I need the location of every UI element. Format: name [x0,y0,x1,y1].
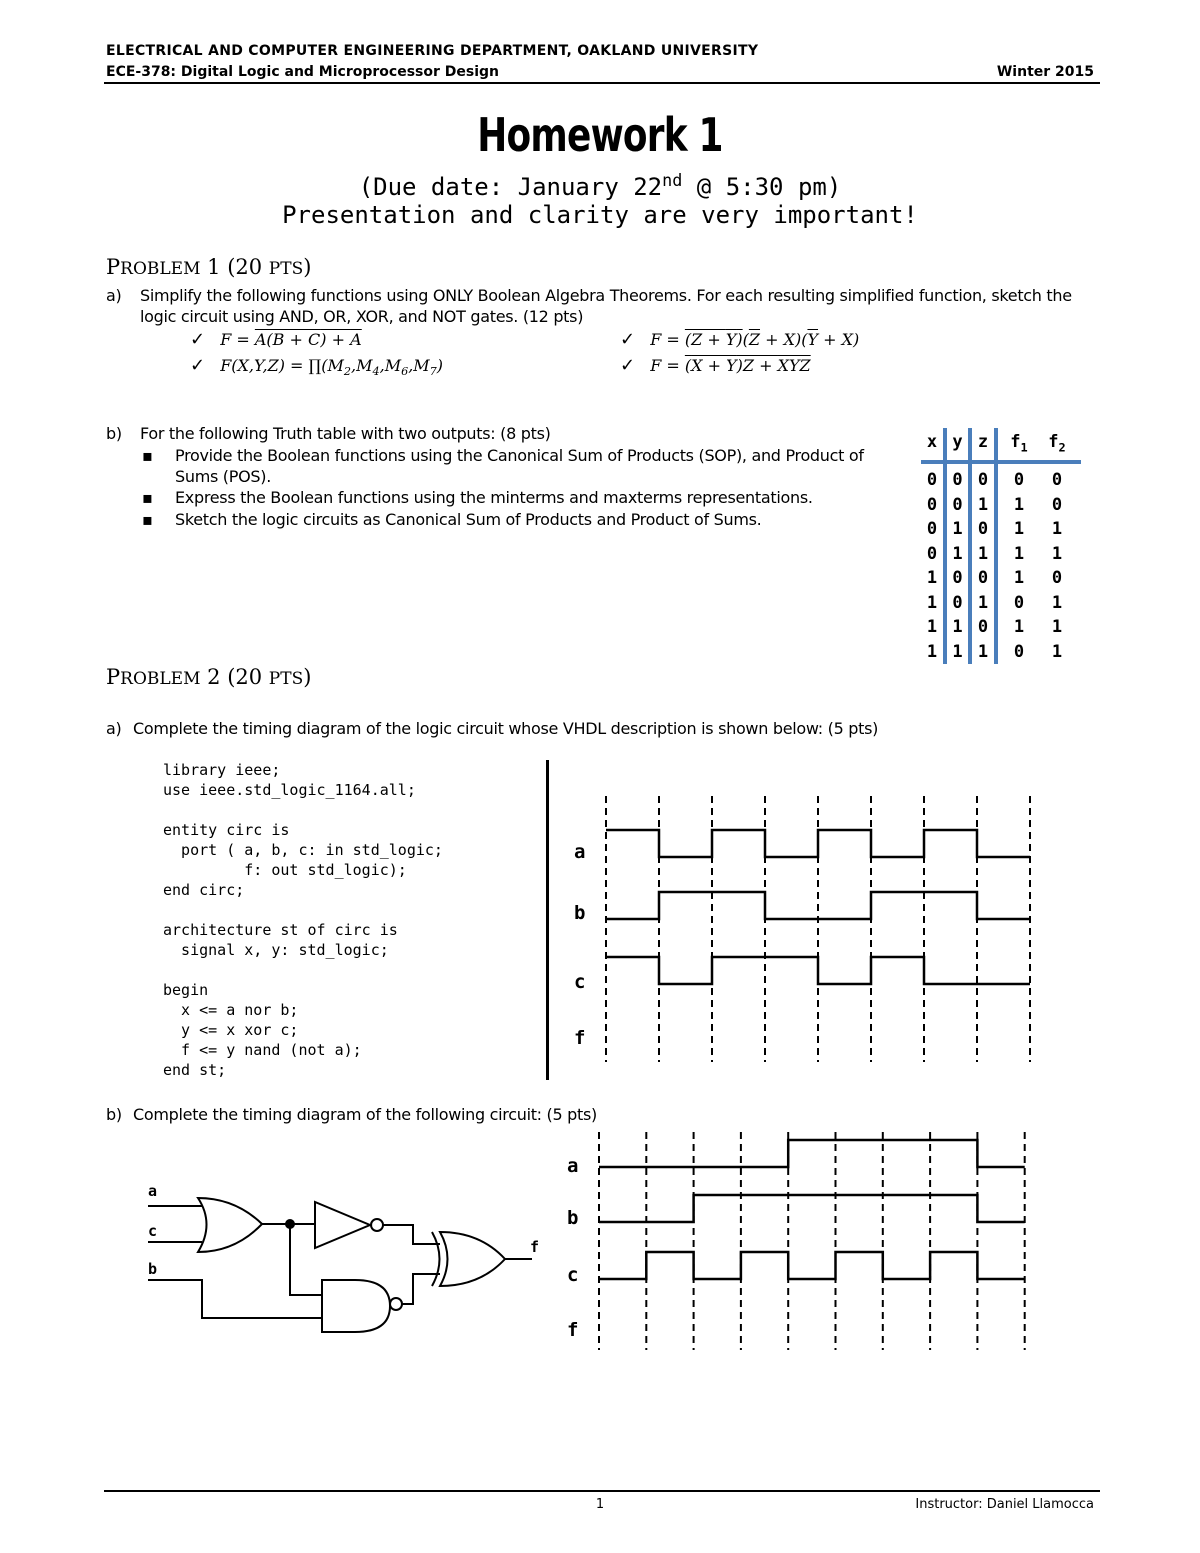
tt-cell: 0 [952,592,963,613]
p2b-label: b) [106,1105,122,1124]
tt-cell: 0 [1051,470,1063,490]
p1a-label: a) [106,286,122,305]
footer-rule [104,1490,1100,1492]
tt-cell: 1 [1013,519,1025,539]
tt-cell: 1 [977,592,989,613]
signal-label-f: f [567,1319,579,1341]
nand-bubble [390,1298,402,1310]
tt-header-z: z [977,432,989,452]
tt-cell: 0 [977,519,989,539]
wire-b [148,1280,322,1318]
timing-diagram-b [555,1128,1030,1353]
tt-cell: 0 [952,470,963,490]
page-number: 1 [595,1497,605,1512]
tt-cell: 1 [977,543,989,564]
timing-diagram-a [560,790,1050,1065]
tt-cell: 1 [1013,494,1025,515]
input-label-b: b [148,1260,158,1278]
bullet-1: ▪ [142,446,153,465]
equation-3: ✓ $F = (Z + Y)(\overline{Z} + X)(\overline{Y} + X)$ [620,329,860,350]
nand-gate [322,1280,390,1332]
waveform-c [599,1252,1025,1279]
or-gate [198,1198,262,1252]
wire-not-out [383,1225,440,1244]
tt-header-x: x [926,432,938,452]
tt-cell: 1 [1051,617,1063,637]
output-label-f: f [530,1238,540,1256]
tt-cell: 1 [952,617,963,637]
truth-table [921,428,1081,664]
p2b-text: Complete the timing diagram of the following circuit: (5 pts) [133,1105,597,1124]
tt-cell: 1 [926,641,938,662]
tt-cell: 1 [952,519,963,539]
not-gate [315,1202,370,1248]
tagline: Presentation and clarity are very important! [282,201,918,229]
signal-label-c: c [574,971,586,993]
problem2-heading: PROBLEM 2 (20 PTS) [106,665,312,689]
p1b-bullet-3: Sketch the logic circuits as Canonical Sum of Products and Product of Sums. [175,510,762,529]
tt-cell: 0 [1013,470,1025,490]
waveform-a [606,830,1030,857]
tt-cell: 1 [1013,568,1025,588]
tt-header-rule [921,460,1081,464]
tt-cell: 1 [1051,641,1063,662]
p1a-text-line1: Simplify the following functions using ONLY Boolean Algebra Theorems. For each resulting simplified function, sketch the [140,286,1072,305]
logic-circuit [140,1170,560,1360]
course-title: ECE-378: Digital Logic and Microprocessor Design [106,64,499,80]
header-rule [104,82,1100,84]
equation-2: ✓ $F(X,Y,Z) = \prod(M_2,M_4,M_6,M_7)$ [190,355,444,379]
xor-gate [440,1232,505,1286]
problem1-heading: PROBLEM 1 (20 PTS) [106,255,312,279]
tt-header-y: y [952,432,963,452]
input-label-a: a [148,1182,158,1200]
tt-cell: 0 [977,568,989,588]
tt-cell: 1 [926,568,938,588]
tt-cell: 1 [926,592,938,613]
p1b-bullet-1: Provide the Boolean functions using the Canonical Sum of Products (SOP), and Product of [175,446,864,465]
p1b-bullet-2: Express the Boolean functions using the minterms and maxterms representations. [175,488,813,507]
term-label: Winter 2015 [996,64,1094,80]
vhdl-code: library ieee; use ieee.std_logic_1164.all; entity circ is port ( a, b, c: in std_logic; f: out std_logic); end circ; architecture st of circ is signal x, y: std_logic; begin x <= a nor b; y <= x xor c; f <= y nand (not a); end st; [163,761,443,1079]
p1a-text-line2: logic circuit using AND, OR, XOR, and NOT gates. (12 pts) [140,307,584,326]
input-label-c: c [148,1222,158,1240]
tt-cell: 1 [977,494,989,515]
signal-label-b: b [567,1207,579,1229]
tt-cell: 0 [977,470,989,490]
instructor: Instructor: Daniel Llamocca [915,1497,1094,1512]
p2a-label: a) [106,719,122,738]
signal-label-b: b [574,902,586,924]
p1b-text: For the following Truth table with two outputs: (8 pts) [140,424,551,443]
bullet-2: ▪ [142,488,153,507]
signal-label-c: c [567,1264,579,1286]
tt-cell: 1 [952,543,963,564]
bullet-3: ▪ [142,510,153,529]
equation-4: ✓ F = (X + Y)Z + XYZ [620,355,811,376]
p2a-text: Complete the timing diagram of the logic circuit whose VHDL description is shown below: (5 pts) [133,719,879,738]
tt-cell: 1 [977,641,989,662]
tt-cell: 0 [952,494,963,515]
tt-cell: 0 [1013,641,1025,662]
tt-cell: 0 [926,519,938,539]
not-bubble [371,1219,383,1231]
signal-label-a: a [574,841,586,863]
tt-cell: 1 [952,641,963,662]
code-divider [546,760,549,1080]
tt-cell: 0 [952,568,963,588]
tt-cell: 0 [926,543,938,564]
tt-cell: 1 [926,617,938,637]
tt-header-f2: $f_2$ [1048,432,1066,455]
tt-cell: 0 [977,617,989,637]
tt-cell: 0 [1051,494,1063,515]
tt-cell: 1 [1013,617,1025,637]
due-date: (Due date: January 22nd @ 5:30 pm) [358,170,842,201]
tt-cell: 0 [926,470,938,490]
tt-cell: 1 [1051,592,1063,613]
p1b-bullet-1-cont: Sums (POS). [175,467,271,486]
equation-1: ✓ F = A(B + C) + A [190,329,362,350]
tt-cell: 0 [926,494,938,515]
tt-header-f1: $f_1$ [1010,432,1028,455]
p1b-label: b) [106,424,122,443]
signal-label-f: f [574,1027,586,1049]
page-title: Homework 1 [477,108,723,162]
tt-cell: 0 [1013,592,1025,613]
waveform-b [599,1195,1025,1222]
wire-nand-out [402,1274,440,1304]
wire-to-nand [290,1224,322,1295]
waveform-c [606,957,1030,984]
signal-label-a: a [567,1155,579,1177]
xor-back-arc [432,1232,440,1286]
tt-cell: 0 [1051,568,1063,588]
tt-cell: 1 [1051,543,1063,564]
waveform-a [599,1140,1025,1167]
tt-cell: 1 [1051,519,1063,539]
tt-cell: 1 [1013,543,1025,564]
department-header: ELECTRICAL AND COMPUTER ENGINEERING DEPARTMENT, OAKLAND UNIVERSITY [106,43,759,59]
